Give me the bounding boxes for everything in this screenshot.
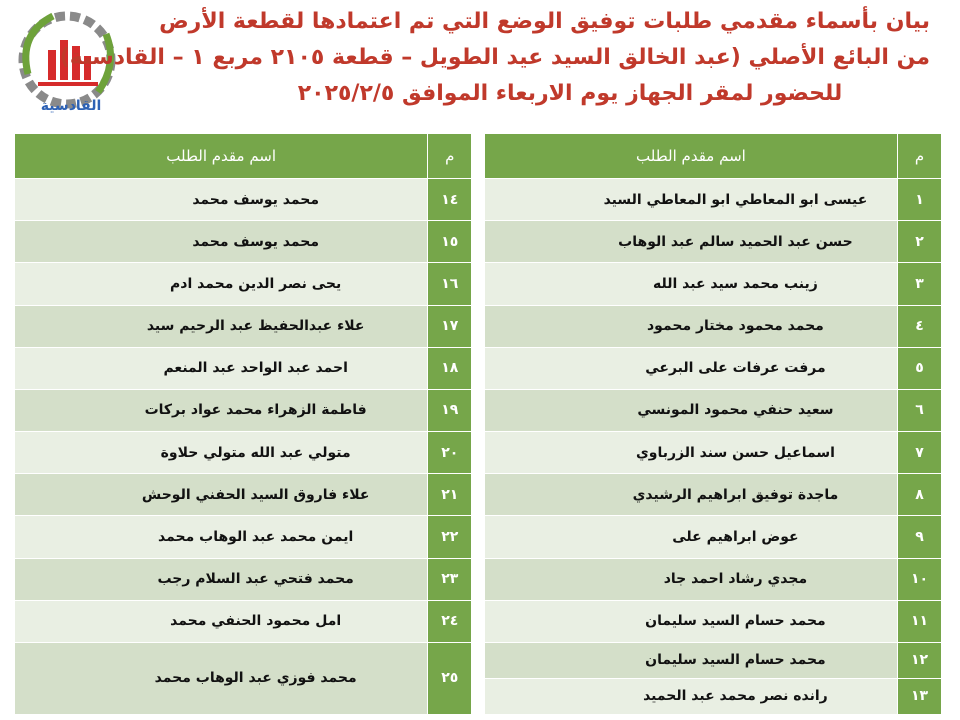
page-title <box>59 4 930 112</box>
row-number: ٢٠ <box>428 432 472 474</box>
row-number: ٢٣ <box>428 558 472 600</box>
row-number: ٣ <box>898 263 942 305</box>
applicant-name: علاء فاروق السيد الحفني الوحش <box>15 474 428 516</box>
applicant-name: ماجدة توفيق ابراهيم الرشيدي <box>484 474 897 516</box>
row-number: ١٧ <box>428 305 472 347</box>
applicant-name: محمد يوسف محمد <box>15 179 428 221</box>
applicant-name: محمد فتحي عبد السلام رجب <box>15 558 428 600</box>
header-name-right: اسم مقدم الطلب <box>484 134 897 179</box>
table-row <box>15 432 942 474</box>
table-row <box>15 600 942 642</box>
applicant-name: يحى نصر الدين محمد ادم <box>15 263 428 305</box>
row-number: ٢٥ <box>428 642 472 714</box>
applicant-name: احمد عبد الواحد عبد المنعم <box>15 347 428 389</box>
row-number: ١٠ <box>898 558 942 600</box>
applicant-name: متولي عبد الله متولي حلاوة <box>15 432 428 474</box>
column-gap <box>472 179 485 221</box>
applicant-name: مجدي رشاد احمد جاد <box>484 558 897 600</box>
row-number: ٤ <box>898 305 942 347</box>
applicant-name: اسماعيل حسن سند الزرباوي <box>484 432 897 474</box>
applicant-name: محمد حسام السيد سليمان <box>484 642 897 678</box>
applicant-name: محمد يوسف محمد <box>15 221 428 263</box>
applicant-name: سعيد حنفي محمود المونسي <box>484 389 897 431</box>
table-row <box>15 179 942 221</box>
applicant-name: ايمن محمد عبد الوهاب محمد <box>15 516 428 558</box>
row-number: ١٦ <box>428 263 472 305</box>
applicant-name: رانده نصر محمد عبد الحميد <box>484 678 897 714</box>
row-number: ١١ <box>898 600 942 642</box>
column-gap <box>472 305 485 347</box>
table-row <box>15 347 942 389</box>
row-number: ٢ <box>898 221 942 263</box>
column-gap <box>472 558 485 600</box>
column-gap <box>472 221 485 263</box>
column-gap <box>472 347 485 389</box>
row-number: ٢١ <box>428 474 472 516</box>
applicant-name: مرفت عرفات على البرعي <box>484 347 897 389</box>
logo-caption: القادسية <box>40 98 102 114</box>
column-gap <box>472 389 485 431</box>
row-number: ٢٤ <box>428 600 472 642</box>
row-number: ١٢ <box>898 642 942 678</box>
column-gap <box>472 474 485 516</box>
header-num-left: م <box>428 134 472 179</box>
applicant-name: امل محمود الحنفي محمد <box>15 600 428 642</box>
row-number: ١ <box>898 179 942 221</box>
applicant-name: محمد حسام السيد سليمان <box>484 600 897 642</box>
table-row <box>15 516 942 558</box>
column-gap <box>472 642 485 678</box>
applicant-name: عيسى ابو المعاطي ابو المعاطي السيد <box>484 179 897 221</box>
header-num-right: م <box>898 134 942 179</box>
applicant-name: محمد فوزي عبد الوهاب محمد <box>15 642 428 714</box>
building-icon <box>48 50 56 80</box>
row-number: ٩ <box>898 516 942 558</box>
table-row <box>15 558 942 600</box>
applicant-name: عوض ابراهيم على <box>484 516 897 558</box>
applicants-table <box>14 133 942 715</box>
applicant-name: زينب محمد سيد عبد الله <box>484 263 897 305</box>
row-number: ١٣ <box>898 678 942 714</box>
applicant-name: محمد محمود مختار محمود <box>484 305 897 347</box>
column-gap <box>472 263 485 305</box>
row-number: ١٤ <box>428 179 472 221</box>
table-row <box>15 474 942 516</box>
applicant-name: حسن عبد الحميد سالم عبد الوهاب <box>484 221 897 263</box>
title-line-1: بيان بأسماء مقدمي طلبات توفيق الوضع التي تم اعتمادها لقطعة الأرض <box>159 9 930 34</box>
table-row <box>15 305 942 347</box>
row-number: ١٨ <box>428 347 472 389</box>
table-row <box>15 642 942 678</box>
row-number: ٧ <box>898 432 942 474</box>
row-number: ٦ <box>898 389 942 431</box>
applicant-name: فاطمة الزهراء محمد عواد بركات <box>15 389 428 431</box>
applicant-name: علاء عبدالحفيظ عبد الرحيم سيد <box>15 305 428 347</box>
table-row <box>15 221 942 263</box>
row-number: ١٩ <box>428 389 472 431</box>
row-number: ٨ <box>898 474 942 516</box>
header-name-left: اسم مقدم الطلب <box>15 134 428 179</box>
table-row <box>15 263 942 305</box>
column-gap <box>472 516 485 558</box>
title-line-2: من البائع الأصلي (عبد الخالق السيد عيد الطويل – قطعة ٢١٠٥ مربع ١ – القادسية) <box>59 45 930 70</box>
row-number: ٢٢ <box>428 516 472 558</box>
table-row <box>15 389 942 431</box>
column-gap <box>472 678 485 714</box>
row-number: ١٥ <box>428 221 472 263</box>
row-number: ٥ <box>898 347 942 389</box>
title-line-3: للحضور لمقر الجهاز يوم الاربعاء الموافق ٢٠٢٥/٢/٥ <box>297 81 843 106</box>
column-gap <box>472 600 485 642</box>
column-gap <box>472 432 485 474</box>
